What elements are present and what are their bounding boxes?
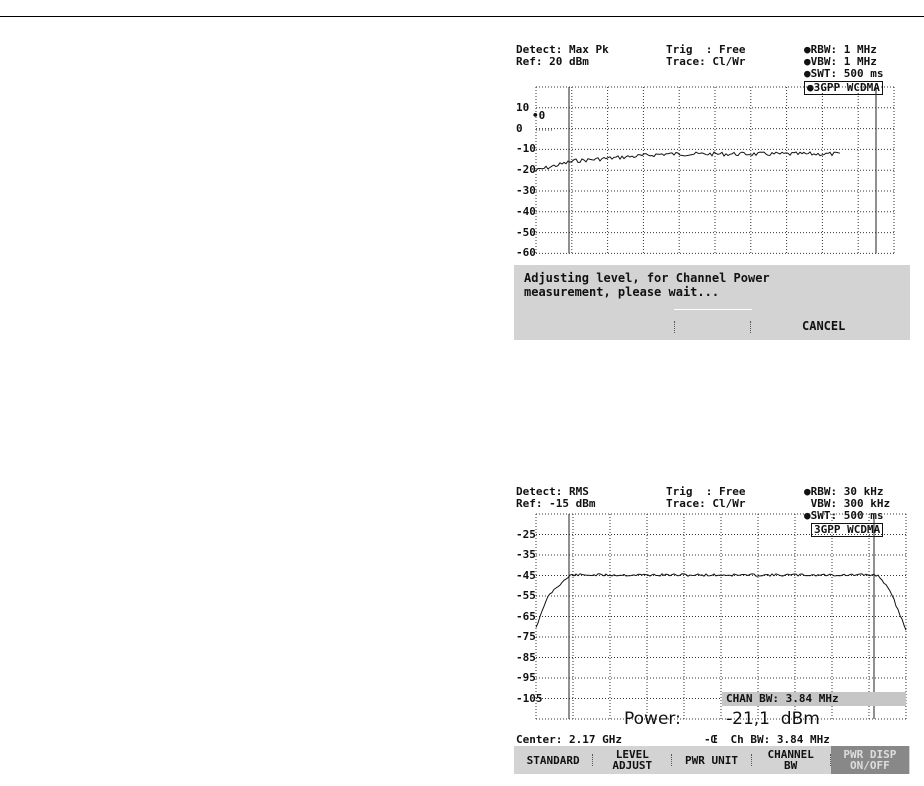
- power-label: Power:: [624, 709, 681, 729]
- rbw-readout: ●RBW: 1 MHz: [804, 43, 877, 56]
- status-message-line2: measurement, please wait...: [524, 285, 720, 299]
- sweep-time-readout: ●SWT: 500 ms: [804, 67, 884, 80]
- softkey-separator: [674, 321, 675, 333]
- y-tick-label: -50: [516, 225, 536, 239]
- y-tick-label: -75: [516, 630, 536, 643]
- center-frequency-readout: Center: 2.17 GHz: [516, 733, 622, 746]
- sweep-time-readout: ●SWT: 500 ms: [804, 509, 884, 522]
- reference-level-readout: Ref: 20 dBm: [516, 55, 589, 68]
- analyzer-screen-channel-power: [514, 482, 910, 772]
- standard-badge: ●3GPP WCDMA: [804, 81, 883, 95]
- y-tick-label: -45: [516, 568, 536, 582]
- spectrum-trace: [534, 152, 840, 171]
- vbw-readout: ●VBW: 1 MHz: [804, 55, 877, 68]
- detector-readout: Detect: Max Pk: [516, 43, 609, 56]
- trace-mode-readout: Trace: Cl/Wr: [666, 497, 746, 510]
- channel-bw-box: CHAN BW: 3.84 MHz: [722, 692, 906, 706]
- y-tick-label: -105: [516, 691, 543, 705]
- softkey-separator: [751, 754, 752, 766]
- cancel-button[interactable]: CANCEL: [802, 319, 846, 333]
- softkey-standard[interactable]: STANDARD: [526, 753, 580, 767]
- reference-marker: •0: [532, 109, 546, 122]
- y-tick-label: 0: [516, 121, 523, 135]
- y-tick-label: -65: [516, 609, 536, 623]
- y-tick-label: -60: [516, 246, 536, 260]
- y-tick-label: -10: [516, 142, 536, 156]
- detector-readout: Detect: RMS: [516, 485, 589, 498]
- y-tick-label: -55: [516, 589, 536, 602]
- y-tick-label: 10: [516, 100, 530, 114]
- softkey-pwr-disp-on-off[interactable]: PWR DISP ON/OFF: [831, 746, 909, 774]
- softkey-channel-bw[interactable]: CHANNEL BW: [767, 748, 814, 772]
- channel-bw-readout: -Œ Ch BW: 3.84 MHz: [704, 733, 830, 746]
- softkey-separator: [671, 754, 672, 766]
- top-rule: [0, 16, 924, 17]
- analyzer-screen-level-adjust: [514, 40, 910, 340]
- power-value: -21,1 dBm: [726, 709, 820, 729]
- reference-marker-label: 0: [538, 109, 546, 122]
- y-tick-label: -35: [516, 548, 536, 561]
- y-tick-label: -95: [516, 671, 536, 684]
- trace-mode-readout: Trace: Cl/Wr: [666, 55, 746, 68]
- y-tick-label: -85: [516, 650, 536, 664]
- reference-level-readout: Ref: -15 dBm: [516, 497, 596, 510]
- softkey-bar: [514, 746, 910, 774]
- softkey-separator: [592, 754, 593, 766]
- softkey-pwr-unit[interactable]: PWR UNIT: [684, 753, 738, 767]
- y-tick-label: -20: [516, 163, 536, 177]
- y-tick-label: -30: [516, 184, 536, 197]
- vbw-readout: VBW: 300 kHz: [804, 497, 891, 510]
- rbw-readout: ●RBW: 30 kHz: [804, 485, 884, 498]
- trigger-readout: Trig : Free: [666, 43, 746, 56]
- spectrum-grid-and-trace: [514, 40, 910, 270]
- softkey-separator: [830, 754, 831, 766]
- status-message-box: [514, 265, 910, 340]
- softkey-level-adjust[interactable]: LEVEL ADJUST: [612, 748, 653, 772]
- y-tick-label: -40: [516, 204, 536, 218]
- y-tick-label: -25: [516, 527, 536, 541]
- status-message-line1: Adjusting level, for Channel Power: [524, 271, 770, 285]
- trigger-readout: Trig : Free: [666, 485, 746, 498]
- softkey-separator: [750, 321, 751, 333]
- progress-line: [674, 309, 752, 310]
- standard-badge: 3GPP WCDMA: [811, 523, 883, 537]
